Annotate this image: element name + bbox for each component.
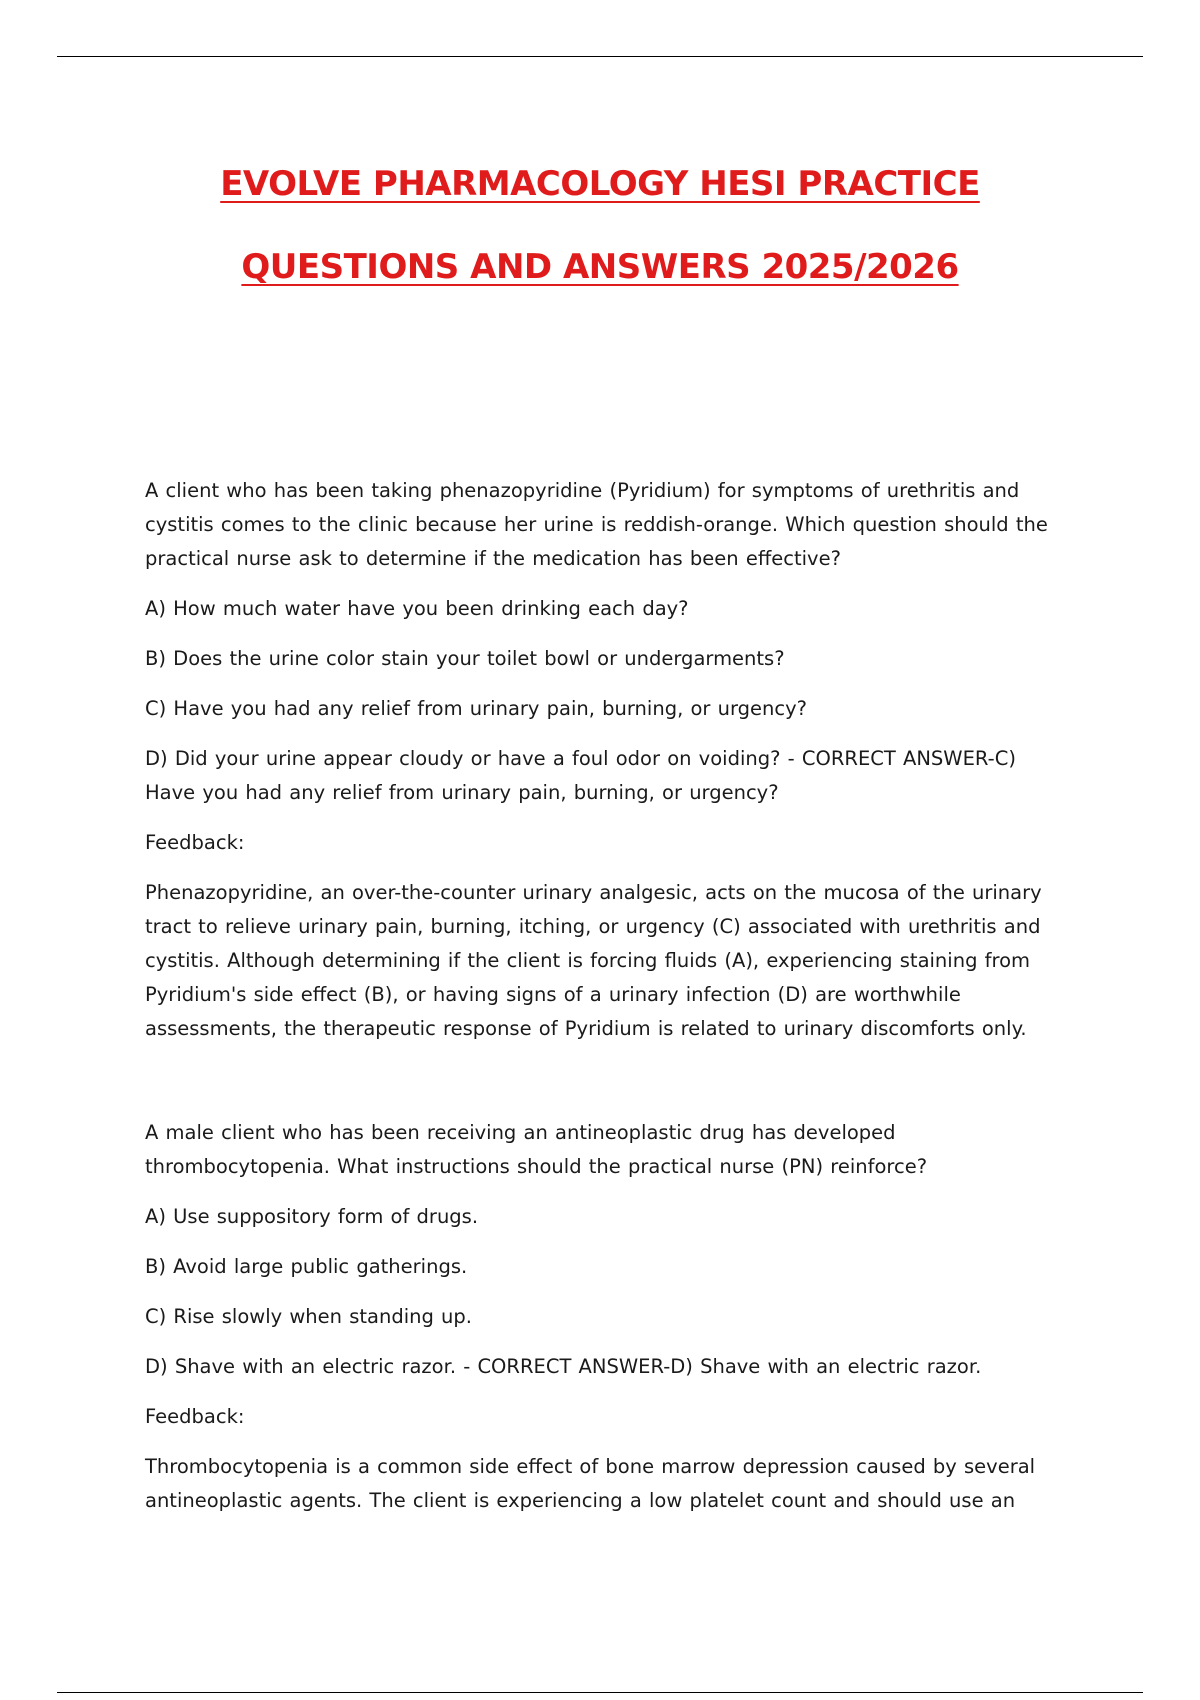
question-1-option-d-with-answer: D) Did your urine appear cloudy or have a foul odor on voiding? - CORRECT ANSWER-C) Have you had any relief from urinary pain, burning, or urgency? bbox=[145, 747, 1016, 804]
question-2-option-d-with-answer: D) Shave with an electric razor. - CORRECT ANSWER-D) Shave with an electric razor. bbox=[145, 1355, 982, 1378]
question-1-option-a: A) How much water have you been drinking each day? bbox=[145, 597, 689, 620]
bottom-rule bbox=[57, 1692, 1143, 1693]
question-2-option-b: B) Avoid large public gatherings. bbox=[145, 1255, 468, 1278]
question-1-option-b: B) Does the urine color stain your toilet bowl or undergarments? bbox=[145, 647, 785, 670]
question-1-option-c: C) Have you had any relief from urinary pain, burning, or urgency? bbox=[145, 697, 807, 720]
top-rule bbox=[57, 56, 1143, 57]
question-2 bbox=[145, 1116, 1065, 1518]
document-title bbox=[0, 143, 1200, 309]
title-line-1: EVOLVE PHARMACOLOGY HESI PRACTICE bbox=[220, 164, 980, 204]
question-1-stem: A client who has been taking phenazopyridine (Pyridium) for symptoms of urethritis and cystitis comes to the clinic because her urine is reddish-orange. Which question should the practical nurse ask to determine if the medication has been effective? bbox=[145, 479, 1048, 570]
question-1 bbox=[145, 474, 1065, 1046]
question-1-feedback-label: Feedback: bbox=[145, 831, 245, 854]
question-2-feedback-text: Thrombocytopenia is a common side effect of bone marrow depression caused by several antineoplastic agents. The client is experiencing a low platelet count and should use an bbox=[145, 1455, 1036, 1512]
question-2-option-a: A) Use suppository form of drugs. bbox=[145, 1205, 479, 1228]
title-line-2: QUESTIONS AND ANSWERS 2025/2026 bbox=[241, 247, 959, 287]
question-2-option-c: C) Rise slowly when standing up. bbox=[145, 1305, 472, 1328]
question-2-stem: A male client who has been receiving an antineoplastic drug has developed thrombocytopenia. What instructions should the practical nurse (PN) reinforce? bbox=[145, 1121, 928, 1178]
question-1-feedback-text: Phenazopyridine, an over-the-counter urinary analgesic, acts on the mucosa of the urinary tract to relieve urinary pain, burning, itching, or urgency (C) associated with urethritis and cystitis. Although determining if the client is forcing fluids (A), experiencing staining from Pyridium's side effect (B), or having signs of a urinary infection (D) are worthwhile assessments, the therapeutic response of Pyridium is related to urinary discomforts only. bbox=[145, 881, 1042, 1040]
question-2-feedback-label: Feedback: bbox=[145, 1405, 245, 1428]
